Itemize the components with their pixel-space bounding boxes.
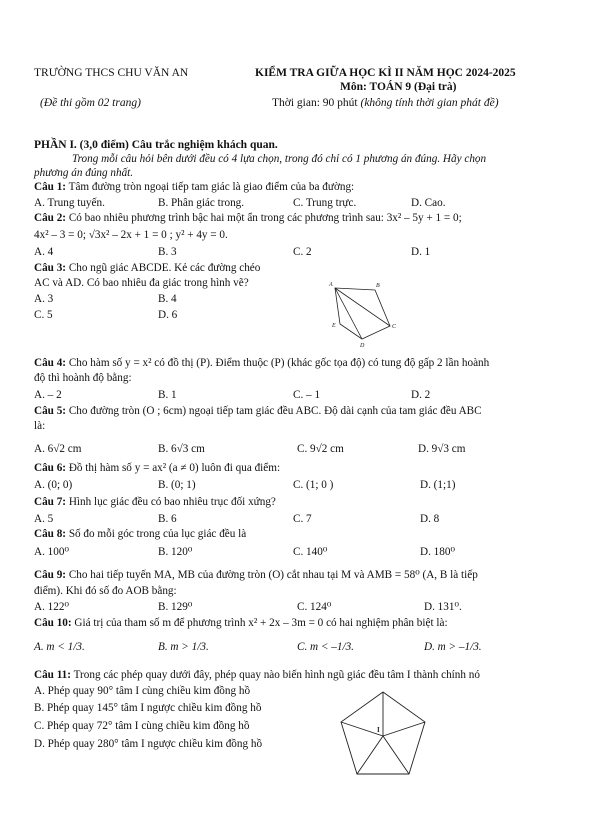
q8-option-b: B. 120⁰ bbox=[158, 546, 193, 558]
q2-option-b: B. 3 bbox=[158, 246, 177, 258]
q9-option-b: B. 129⁰ bbox=[158, 601, 193, 613]
q8-option-a: A. 100⁰ bbox=[34, 546, 69, 558]
q6-option-d: D. (1;1) bbox=[420, 479, 456, 491]
q5-option-c: C. 9√2 cm bbox=[297, 443, 344, 455]
q6-label: Câu 6: bbox=[34, 462, 67, 474]
q8-text: Số đo mỗi góc trong của lục giác đều là bbox=[66, 528, 247, 540]
q3-text-2: AC và AD. Có bao nhiêu đa giác trong hình vẽ? bbox=[34, 277, 249, 289]
q4-option-a: A. – 2 bbox=[34, 389, 62, 401]
q5-text-2: là: bbox=[34, 420, 46, 432]
q1-option-b: B. Phân giác trong. bbox=[158, 197, 245, 209]
q2-option-d: D. 1 bbox=[411, 246, 431, 258]
q8-option-d: D. 180⁰ bbox=[420, 546, 455, 558]
q1-option-a: A. Trung tuyến. bbox=[34, 197, 105, 209]
q11-label: Câu 11: bbox=[34, 669, 71, 681]
q5-option-a: A. 6√2 cm bbox=[34, 443, 82, 455]
part1-instruction-1: Trong mỗi câu hỏi bên dưới đều có 4 lựa chọn, trong đó chỉ có 1 phương án đúng. Hãy chọn bbox=[72, 153, 487, 165]
q10-label: Câu 10: bbox=[34, 617, 72, 629]
vertex-b-label: B bbox=[376, 283, 380, 289]
q11-option-b: B. Phép quay 145° tâm I ngược chiều kim đồng hồ bbox=[34, 702, 262, 714]
q3-option-a: A. 3 bbox=[34, 293, 54, 305]
q8-option-c: C. 140⁰ bbox=[293, 546, 328, 558]
q7-text: Hình lục giác đều có bao nhiêu trục đối xứng? bbox=[66, 496, 276, 508]
q10-text: Giá trị của tham số m để phương trình x² + 2x – 3m = 0 có hai nghiệm phân biệt là: bbox=[71, 617, 448, 629]
q10-option-a: A. m < 1/3. bbox=[34, 641, 85, 653]
q5-label: Câu 5: bbox=[34, 405, 67, 417]
q8-stem bbox=[34, 528, 246, 541]
q6-text: Đồ thị hàm số y = ax² (a ≠ 0) luôn đi qua điểm: bbox=[66, 462, 281, 474]
q2-text: Có bao nhiêu phương trình bậc hai một ẩn trong các phương trình sau: 3x² – 5y + 1 = 0; bbox=[66, 212, 462, 224]
pentagon-figure bbox=[320, 278, 410, 348]
pages-note: (Đề thi gồm 02 trang) bbox=[40, 97, 141, 109]
exam-time bbox=[272, 97, 499, 110]
q2-label: Câu 2: bbox=[34, 212, 67, 224]
q2-stem bbox=[34, 212, 462, 225]
q4-text: Cho hàm số y = x² có đồ thị (P). Điểm thuộc (P) (khác gốc tọa độ) có tung độ gấp 2 lần hoành bbox=[66, 357, 490, 369]
q1-option-d: D. Cao. bbox=[411, 197, 446, 209]
q10-option-b: B. m > 1/3. bbox=[158, 641, 209, 653]
center-i-label: I bbox=[377, 726, 380, 734]
q11-option-c: C. Phép quay 72° tâm I cùng chiều kim đồng hồ bbox=[34, 720, 250, 732]
q3-option-c: C. 5 bbox=[34, 309, 53, 321]
q4-label: Câu 4: bbox=[34, 357, 67, 369]
q7-option-d: D. 8 bbox=[420, 513, 440, 525]
time-note: (không tính thời gian phát đề) bbox=[360, 97, 499, 109]
q3-text: Cho ngũ giác ABCDE. Kẻ các đường chéo bbox=[66, 262, 261, 274]
q5-option-d: D. 9√3 cm bbox=[418, 443, 466, 455]
q7-option-a: A. 5 bbox=[34, 513, 54, 525]
q1-stem bbox=[34, 181, 354, 194]
q7-stem bbox=[34, 496, 276, 509]
q9-stem bbox=[34, 569, 478, 582]
q6-stem bbox=[34, 462, 280, 475]
q9-option-a: A. 122⁰ bbox=[34, 601, 69, 613]
q9-text: Cho hai tiếp tuyến MA, MB của đường tròn (O) cắt nhau tại M và AMB = 58⁰ (A, B là tiếp bbox=[66, 569, 478, 581]
q3-label: Câu 3: bbox=[34, 262, 67, 274]
q6-option-c: C. (1; 0 ) bbox=[293, 479, 334, 491]
q7-option-c: C. 7 bbox=[293, 513, 312, 525]
vertex-e-label: E bbox=[332, 323, 336, 329]
time-text: Thời gian: 90 phút bbox=[272, 97, 358, 109]
q3-option-b: B. 4 bbox=[158, 293, 177, 305]
q1-option-c: C. Trung trực. bbox=[293, 197, 357, 209]
q4-stem bbox=[34, 357, 489, 370]
q9-text-2: điểm). Khi đó số đo AOB bằng: bbox=[34, 585, 177, 597]
q2-option-c: C. 2 bbox=[293, 246, 312, 258]
q10-stem bbox=[34, 617, 448, 630]
vertex-d-label: D bbox=[360, 343, 365, 348]
q9-label: Câu 9: bbox=[34, 569, 67, 581]
q4-option-b: B. 1 bbox=[158, 389, 177, 401]
q7-label: Câu 7: bbox=[34, 496, 67, 508]
school-name: TRƯỜNG THCS CHU VĂN AN bbox=[34, 67, 189, 79]
exam-title: KIỂM TRA GIỮA HỌC KÌ II NĂM HỌC 2024-2025 bbox=[255, 67, 516, 79]
q11-option-a: A. Phép quay 90° tâm I cùng chiều kim đồng hồ bbox=[34, 685, 251, 697]
vertex-c-label: C bbox=[392, 324, 397, 330]
q11-text: Trong các phép quay dưới đây, phép quay nào biến hình ngũ giác đều tâm I thành chính nó bbox=[71, 669, 480, 681]
q5-stem bbox=[34, 405, 482, 418]
q6-option-b: B. (0; 1) bbox=[158, 479, 196, 491]
q10-option-c: C. m < –1/3. bbox=[297, 641, 354, 653]
q5-option-b: B. 6√3 cm bbox=[158, 443, 205, 455]
part1-instruction-2: phương án đúng nhất. bbox=[34, 167, 134, 179]
q1-text: Tâm đường tròn ngoại tiếp tam giác là giao điểm của ba đường: bbox=[66, 181, 355, 193]
q3-stem bbox=[34, 262, 260, 275]
q4-option-c: C. – 1 bbox=[293, 389, 321, 401]
q1-label: Câu 1: bbox=[34, 181, 67, 193]
q7-option-b: B. 6 bbox=[158, 513, 177, 525]
q4-option-d: D. 2 bbox=[411, 389, 431, 401]
vertex-a-label: A bbox=[329, 282, 333, 288]
q9-option-c: C. 124⁰ bbox=[297, 601, 332, 613]
q6-option-a: A. (0; 0) bbox=[34, 479, 73, 491]
q11-stem bbox=[34, 669, 480, 682]
q5-text: Cho đường tròn (O ; 6cm) ngoại tiếp tam giác đều ABC. Độ dài cạnh của tam giác đều ABC bbox=[66, 405, 482, 417]
subject: Môn: TOÁN 9 (Đại trà) bbox=[340, 81, 457, 93]
part1-title: PHẦN I. (3,0 điểm) Câu trắc nghiệm khách quan. bbox=[34, 139, 278, 151]
q3-option-d: D. 6 bbox=[158, 309, 178, 321]
regular-pentagon-figure bbox=[335, 688, 431, 780]
q8-label: Câu 8: bbox=[34, 528, 67, 540]
q2-equations: 4x² – 3 = 0; √3x² – 2x + 1 = 0 ; y² + 4y = 0. bbox=[34, 229, 228, 241]
q11-option-d: D. Phép quay 280° tâm I ngược chiều kim đồng hồ bbox=[34, 738, 263, 750]
q2-option-a: A. 4 bbox=[34, 246, 54, 258]
q9-option-d: D. 131⁰. bbox=[424, 601, 462, 613]
q10-option-d: D. m > –1/3. bbox=[424, 641, 482, 653]
q4-text-2: độ thì hoành độ bằng: bbox=[34, 372, 132, 384]
